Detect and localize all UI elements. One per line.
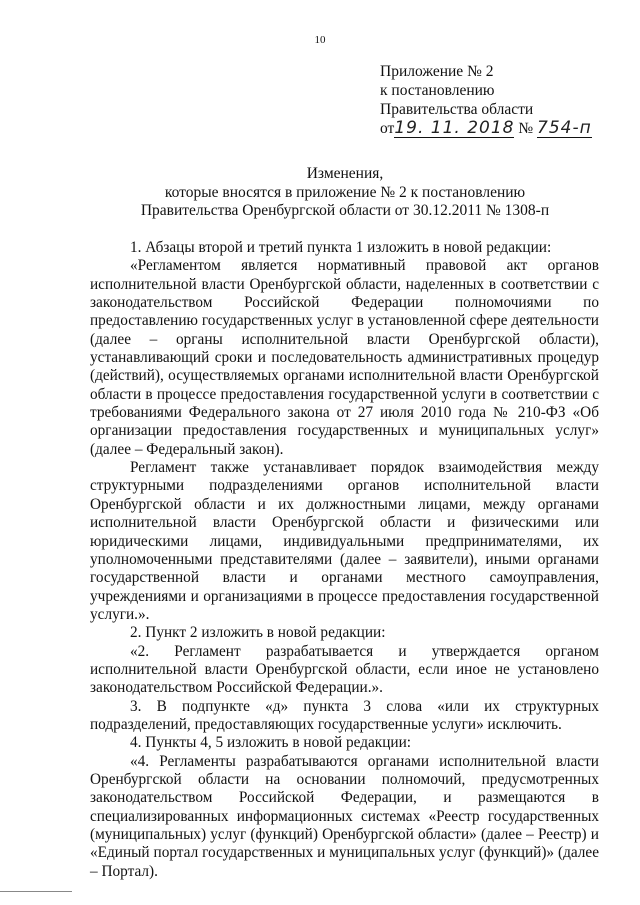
page-number: 10 [314,34,326,46]
paragraph: «Регламентом является нормативный правовой акт органов исполнительной власти Оренбургской области, наделенных в соответствии с законодательством Российской Федерации полномочиями по предоставлению государственных услуг в установленной сфере деятельности (далее – органы исполнительной власти Оренбургской области), устанавливающий сроки и последовательность административных процедур (действий), осуществляемых органами исполнительной власти Оренбургской области в процессе предоставления государственной услуги в соответствии с требованиями Федерального закона от 27 июля 2010 года № 210-ФЗ «Об организации предоставления государственных и муниципальных услуг» (далее – Федеральный закон). [90,257,599,458]
paragraph: 2. Пункт 2 изложить в новой редакции: [130,624,386,642]
paragraph: 4. Пункты 4, 5 изложить в новой редакции: [130,734,412,752]
handwritten-date: 19. 11. 2018 [394,118,515,138]
paragraph: Регламент также устанавливает порядок взаимодействия между структурными подразделениями органов исполнительной власти Оренбургской области и их должностными лицами, между органами исполнительной власти Оренбургской области и физическими или юридическими лицами, индивидуальными предпринимателями, их уполномоченными представителями (далее – заявители), иными органами государственной власти и органами местного самоуправления, учреждениями и организациями в процессе предоставления государственной услуги.». [90,459,599,623]
paragraph: 3. В подпункте «д» пункта 3 слова «или их структурных подразделений, предоставляющих государственные услуги» исключить. [90,697,599,733]
title-line-2: которые вносятся в приложение № 2 к постановлению [164,183,526,201]
document-title [90,165,600,221]
paragraph: 1. Абзацы второй и третий пункта 1 изложить в новой редакции: [130,239,552,256]
appendix-line-2: к постановлению [380,82,495,99]
paragraph: «4. Регламенты разрабатываются органами исполнительной власти Оренбургской области на основании полномочий, предусмотренных законодательством Российской Федерации, и размещаются в специализированных информационных системах «Реестр государственных (муниципальных) услуг (функций) Оренбургской области» (далее – Реестр) и «Единый портал государственных и муниципальных услуг (функций)» (далее – Портал). [90,752,599,880]
number-label: № [518,120,534,137]
appendix-line-3: Правительства области [380,101,534,118]
title-line-1: Изменения, [306,165,384,182]
appendix-line-1: Приложение № 2 [380,63,494,80]
from-label: от [380,120,395,137]
title-line-3: Правительства Оренбургской области от 30.12.2011 № 1308-п [140,202,550,219]
paragraph: «2. Регламент разрабатывается и утверждается органом исполнительной власти Оренбургской области, если иное не установлено законодательством Российской Федерации.». [90,642,599,697]
footer-divider [0,891,72,892]
appendix-date-line [380,119,592,138]
appendix-header [380,62,592,138]
document-body [90,239,599,881]
handwritten-number: 754-п [537,118,592,138]
